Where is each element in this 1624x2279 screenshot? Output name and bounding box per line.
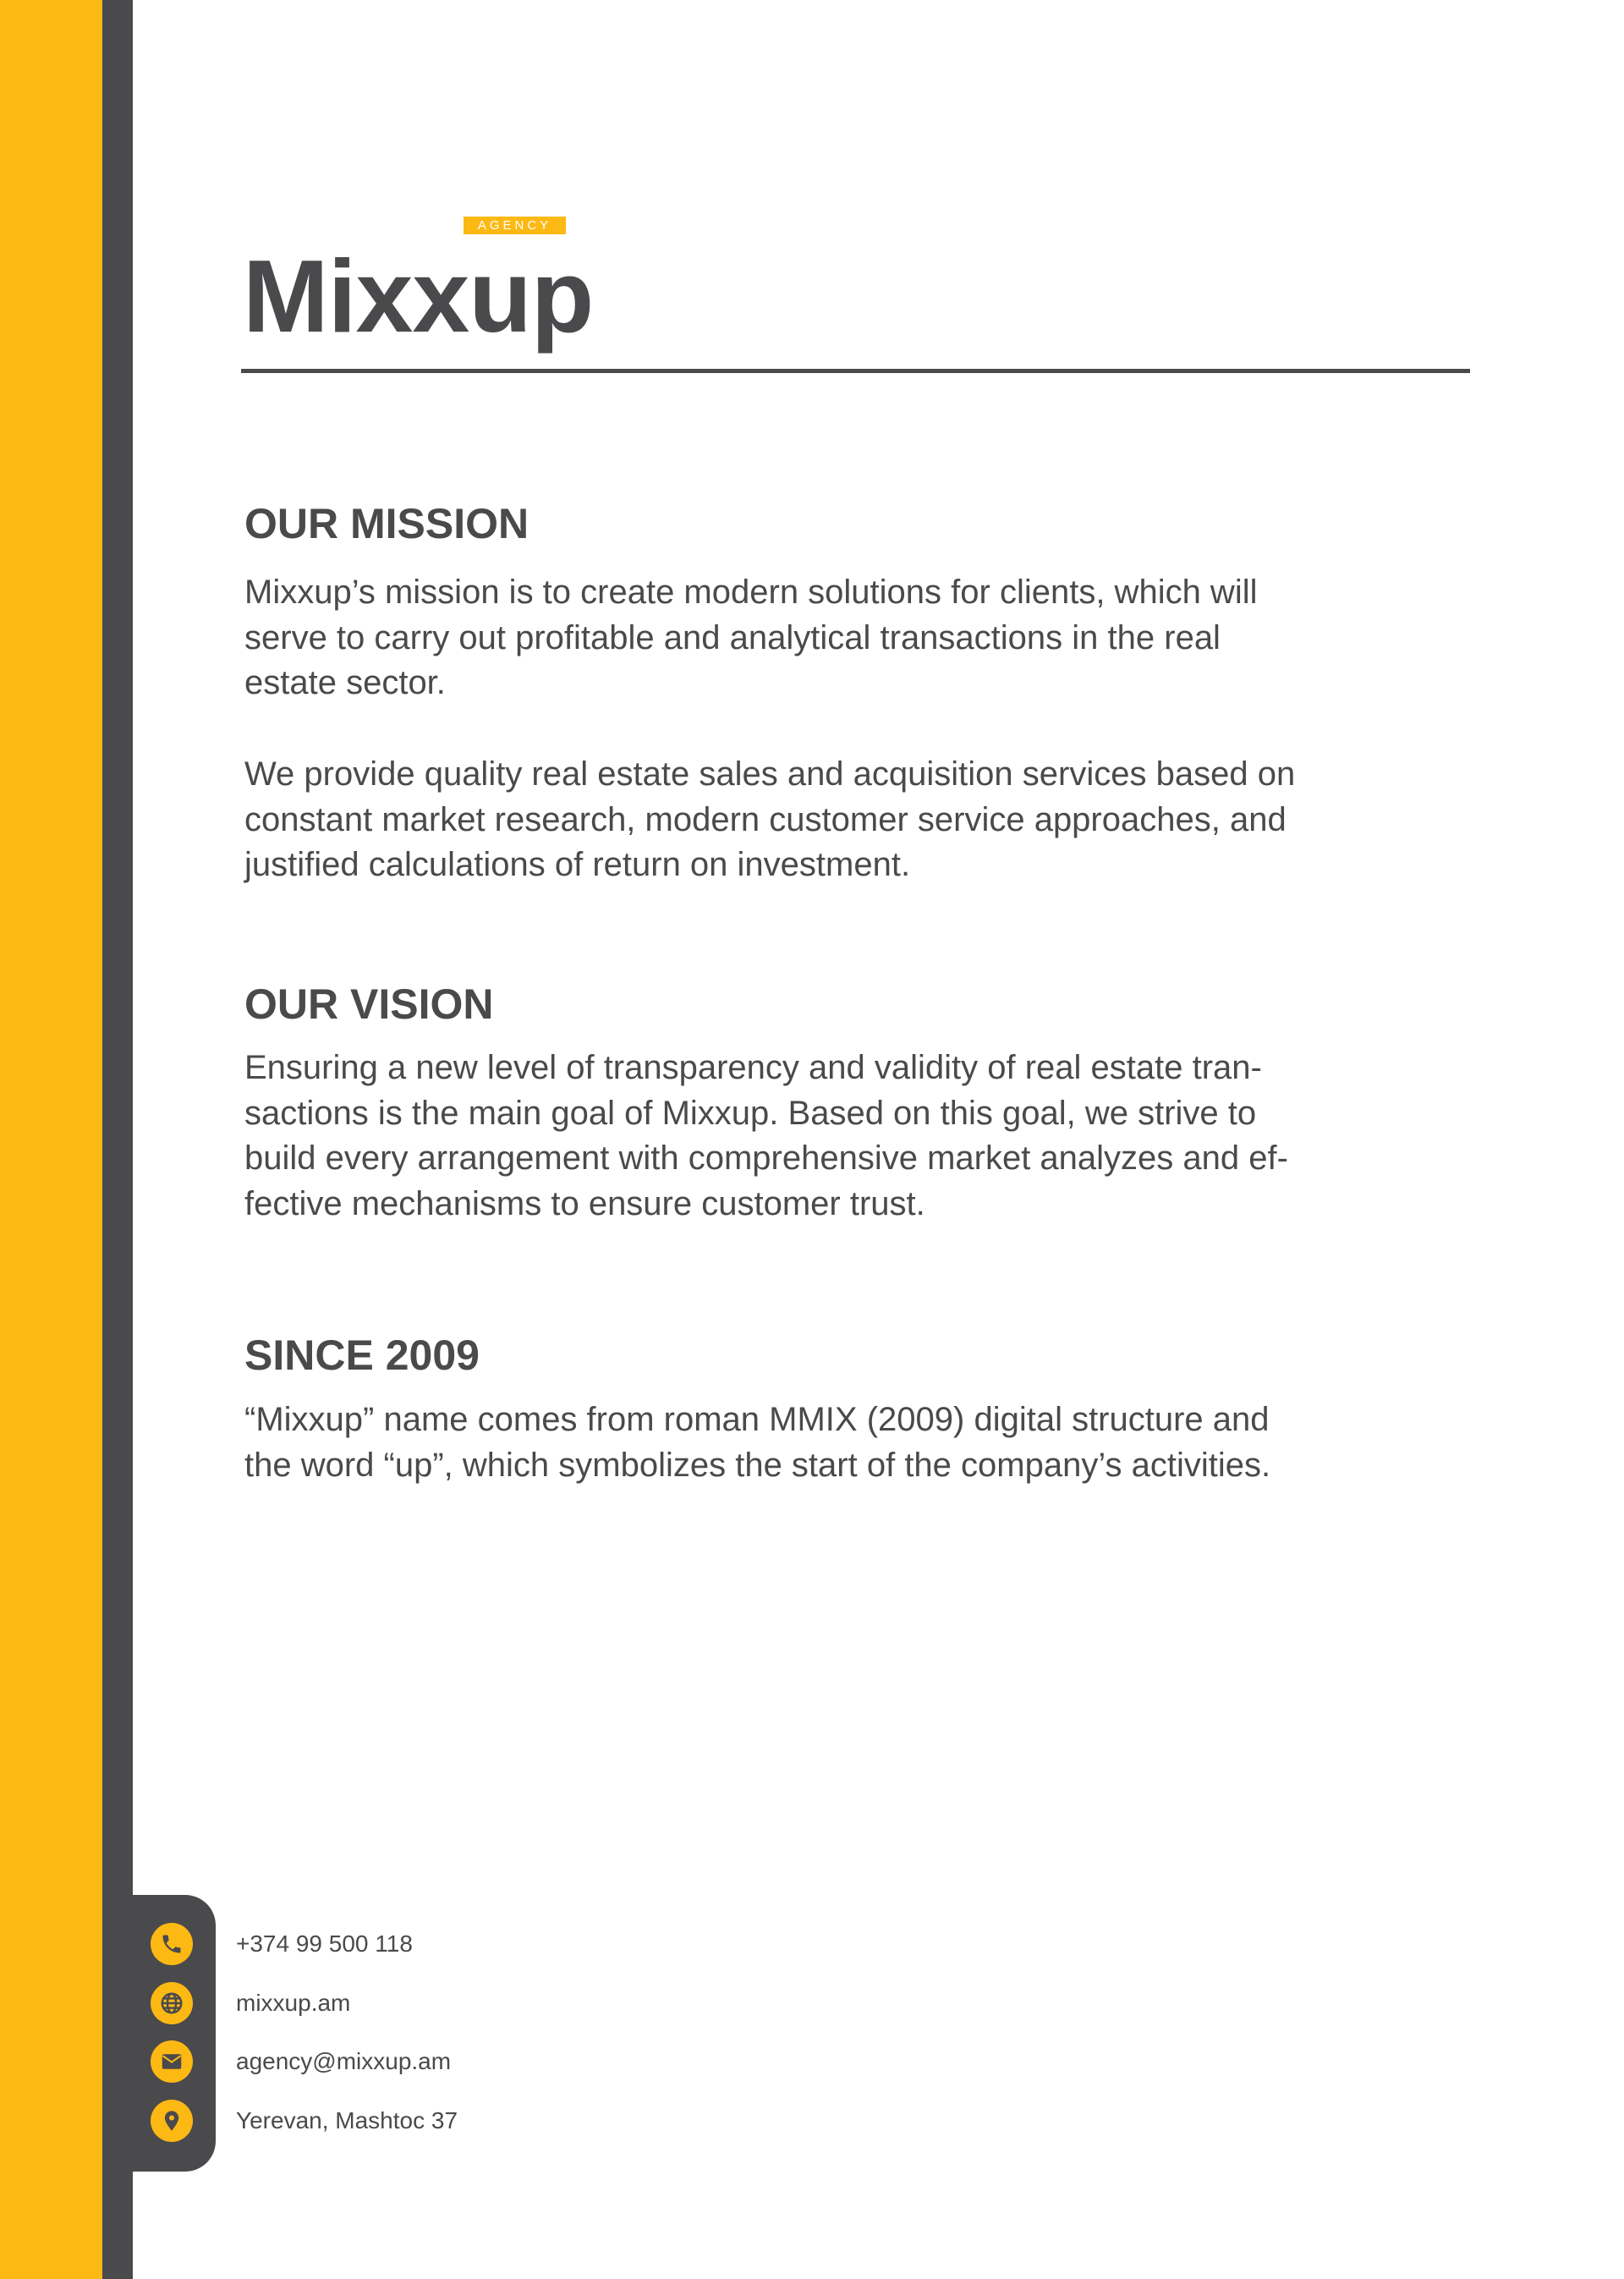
since-heading: SINCE 2009: [244, 1332, 480, 1379]
text-line: serve to carry out profitable and analytical transactions in the real: [244, 618, 1221, 656]
mission-paragraph-1: [244, 570, 1257, 706]
text-line: sactions is the main goal of Mixxup. Based on this goal, we strive to: [244, 1094, 1257, 1132]
text-line: build every arrangement with comprehensive market analyzes and ef-: [244, 1140, 1288, 1177]
logo: [243, 211, 598, 364]
vision-paragraph: [244, 1046, 1288, 1227]
logo-agency-tag: AGENCY: [464, 217, 566, 234]
text-line: “Mixxup” name comes from roman MMIX (2009) digital structure and: [244, 1401, 1270, 1438]
left-accent-bar: [0, 0, 102, 2279]
text-line: Ensuring a new level of transparency and validity of real estate tran-: [244, 1049, 1262, 1086]
text-line: Mixxup’s mission is to create modern solutions for clients, which will: [244, 574, 1258, 611]
location-pin-icon: [151, 2100, 193, 2142]
mail-icon: [151, 2040, 193, 2083]
text-line: justified calculations of return on investment.: [244, 846, 911, 883]
contact-phone[interactable]: +374 99 500 118: [236, 1930, 413, 1957]
text-line: the word “up”, which symbolizes the start of the company’s activities.: [244, 1446, 1271, 1484]
logo-wordmark: Mixxup: [243, 239, 594, 354]
text-line: fective mechanisms to ensure customer trust.: [244, 1184, 925, 1222]
contact-website[interactable]: mixxup.am: [236, 1990, 351, 2016]
header-divider: [241, 369, 1470, 373]
mission-heading: OUR MISSION: [244, 500, 529, 547]
since-paragraph: [244, 1398, 1270, 1488]
vision-heading: OUR VISION: [244, 980, 494, 1028]
text-line: constant market research, modern customer service approaches, and: [244, 800, 1287, 838]
contact-address: Yerevan, Mashtoc 37: [236, 2107, 458, 2133]
phone-icon: [151, 1923, 193, 1965]
contact-email[interactable]: agency@mixxup.am: [236, 2048, 452, 2074]
text-line: estate sector.: [244, 664, 446, 701]
text-line: We provide quality real estate sales and acquisition services based on: [244, 755, 1296, 793]
globe-icon: [151, 1982, 193, 2024]
mission-paragraph-2: [244, 752, 1295, 888]
